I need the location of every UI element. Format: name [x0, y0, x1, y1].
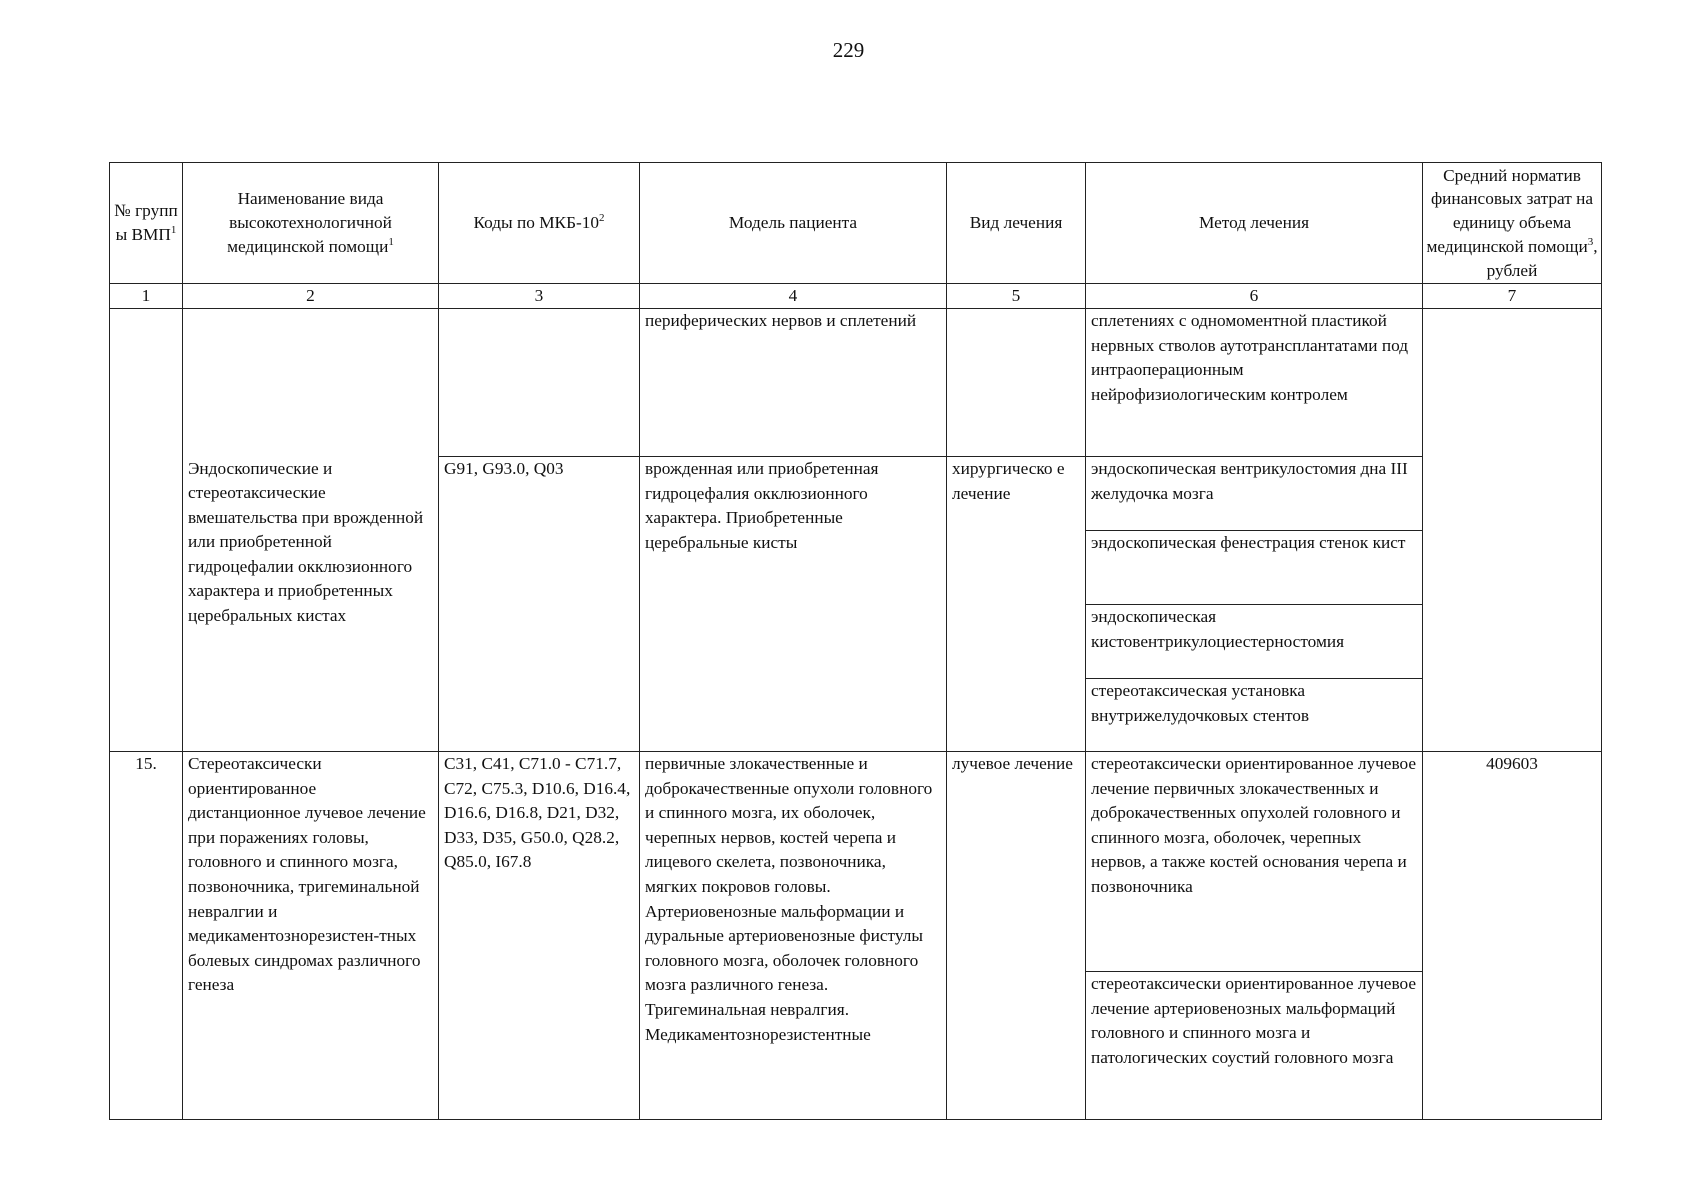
patient-model-cell: врожденная или приобретенная гидроцефалия окклюзионного характера. Приобретенные церебральные кисты [640, 457, 947, 752]
header-cost-standard: Средний норматив финансовых затрат на единицу объема медицинской помощи$^3$, рублей [1423, 163, 1602, 284]
treatment-method-cell: стереотаксически ориентированное лучевое лечение первичных злокачественных и доброкачественных опухолей головного и спинного мозга, оболочек, черепных нервов, а также костей основания черепа и позвоночника [1086, 752, 1423, 972]
group-number-cell: 15. [110, 752, 183, 1120]
treatment-type-cell [947, 309, 1086, 457]
header-group-number: № групп ы ВМП$^1$ [110, 163, 183, 284]
treatment-type-cell: лучевое лечение [947, 752, 1086, 1120]
header-treatment-method: Метод лечения [1086, 163, 1423, 284]
header-row [110, 163, 1602, 284]
cost-cell [1423, 309, 1602, 752]
cost-cell: 409603 [1423, 752, 1602, 1120]
header-patient-model: Модель пациента [640, 163, 947, 284]
column-number: 7 [1423, 284, 1602, 309]
group-number-cell [110, 309, 183, 752]
icd-codes-cell: C31, C41, C71.0 - C71.7, C72, C75.3, D10.6, D16.4, D16.6, D16.8, D21, D32, D33, D35, G50.0, Q28.2, Q85.0, I67.8 [439, 752, 640, 1120]
column-number: 2 [183, 284, 439, 309]
treatment-type-cell: хирургическо е лечение [947, 457, 1086, 752]
column-number: 5 [947, 284, 1086, 309]
treatment-method-cell: эндоскопическая фенестрация стенок кист [1086, 531, 1423, 605]
treatment-method-cell: стереотаксически ориентированное лучевое лечение артериовенозных мальформаций головного и спинного мозга и патологических соустий головного мозга [1086, 972, 1423, 1120]
treatment-method-cell: сплетениях с одномоментной пластикой нервных стволов аутотрансплантатами под интраоперационным нейрофизиологическим контролем [1086, 309, 1423, 457]
care-type-cell [183, 309, 439, 457]
page-number: 229 [832, 38, 865, 62]
table-row [110, 752, 1602, 972]
table-row [110, 457, 1602, 531]
column-number: 3 [439, 284, 640, 309]
column-number: 4 [640, 284, 947, 309]
care-type-cell: Эндоскопические и стереотаксические вмешательства при врожденной или приобретенной гидроцефалии окклюзионного характера и приобретенных церебральных кистах [183, 457, 439, 752]
treatment-method-cell: эндоскопическая кистовентрикулоциестерностомия [1086, 605, 1423, 679]
column-number-row [110, 284, 1602, 309]
patient-model-cell: периферических нервов и сплетений [640, 309, 947, 457]
table-row [110, 309, 1602, 457]
treatment-method-cell: стереотаксическая установка внутрижелудочковых стентов [1086, 679, 1423, 752]
patient-model-cell: первичные злокачественные и доброкачественные опухоли головного и спинного мозга, их оболочек, черепных нервов, костей черепа и лицевого скелета, позвоночника, мягких покровов головы. Артериовенозные мальформации и дуральные артериовенозные фистулы головного мозга, оболочек головного мозга различного генеза. Тригеминальная невралгия. Медикаментознорезистентные [640, 752, 947, 1120]
care-type-cell: Стереотаксически ориентированное дистанционное лучевое лечение при поражениях головы, головного и спинного мозга, позвоночника, тригеминальной невралгии и медикаментознорезистен-тных болевых синдромах различного генеза [183, 752, 439, 1120]
column-number: 6 [1086, 284, 1423, 309]
medical-care-table [109, 162, 1602, 1120]
icd-codes-cell: G91, G93.0, Q03 [439, 457, 640, 752]
treatment-method-cell: эндоскопическая вентрикулостомия дна III желудочка мозга [1086, 457, 1423, 531]
header-care-type: Наименование вида высокотехнологичной медицинской помощи$^1$ [183, 163, 439, 284]
icd-codes-cell [439, 309, 640, 457]
header-icd-codes: Коды по МКБ-$10^2$ [439, 163, 640, 284]
column-number: 1 [110, 284, 183, 309]
header-treatment-type: Вид лечения [947, 163, 1086, 284]
